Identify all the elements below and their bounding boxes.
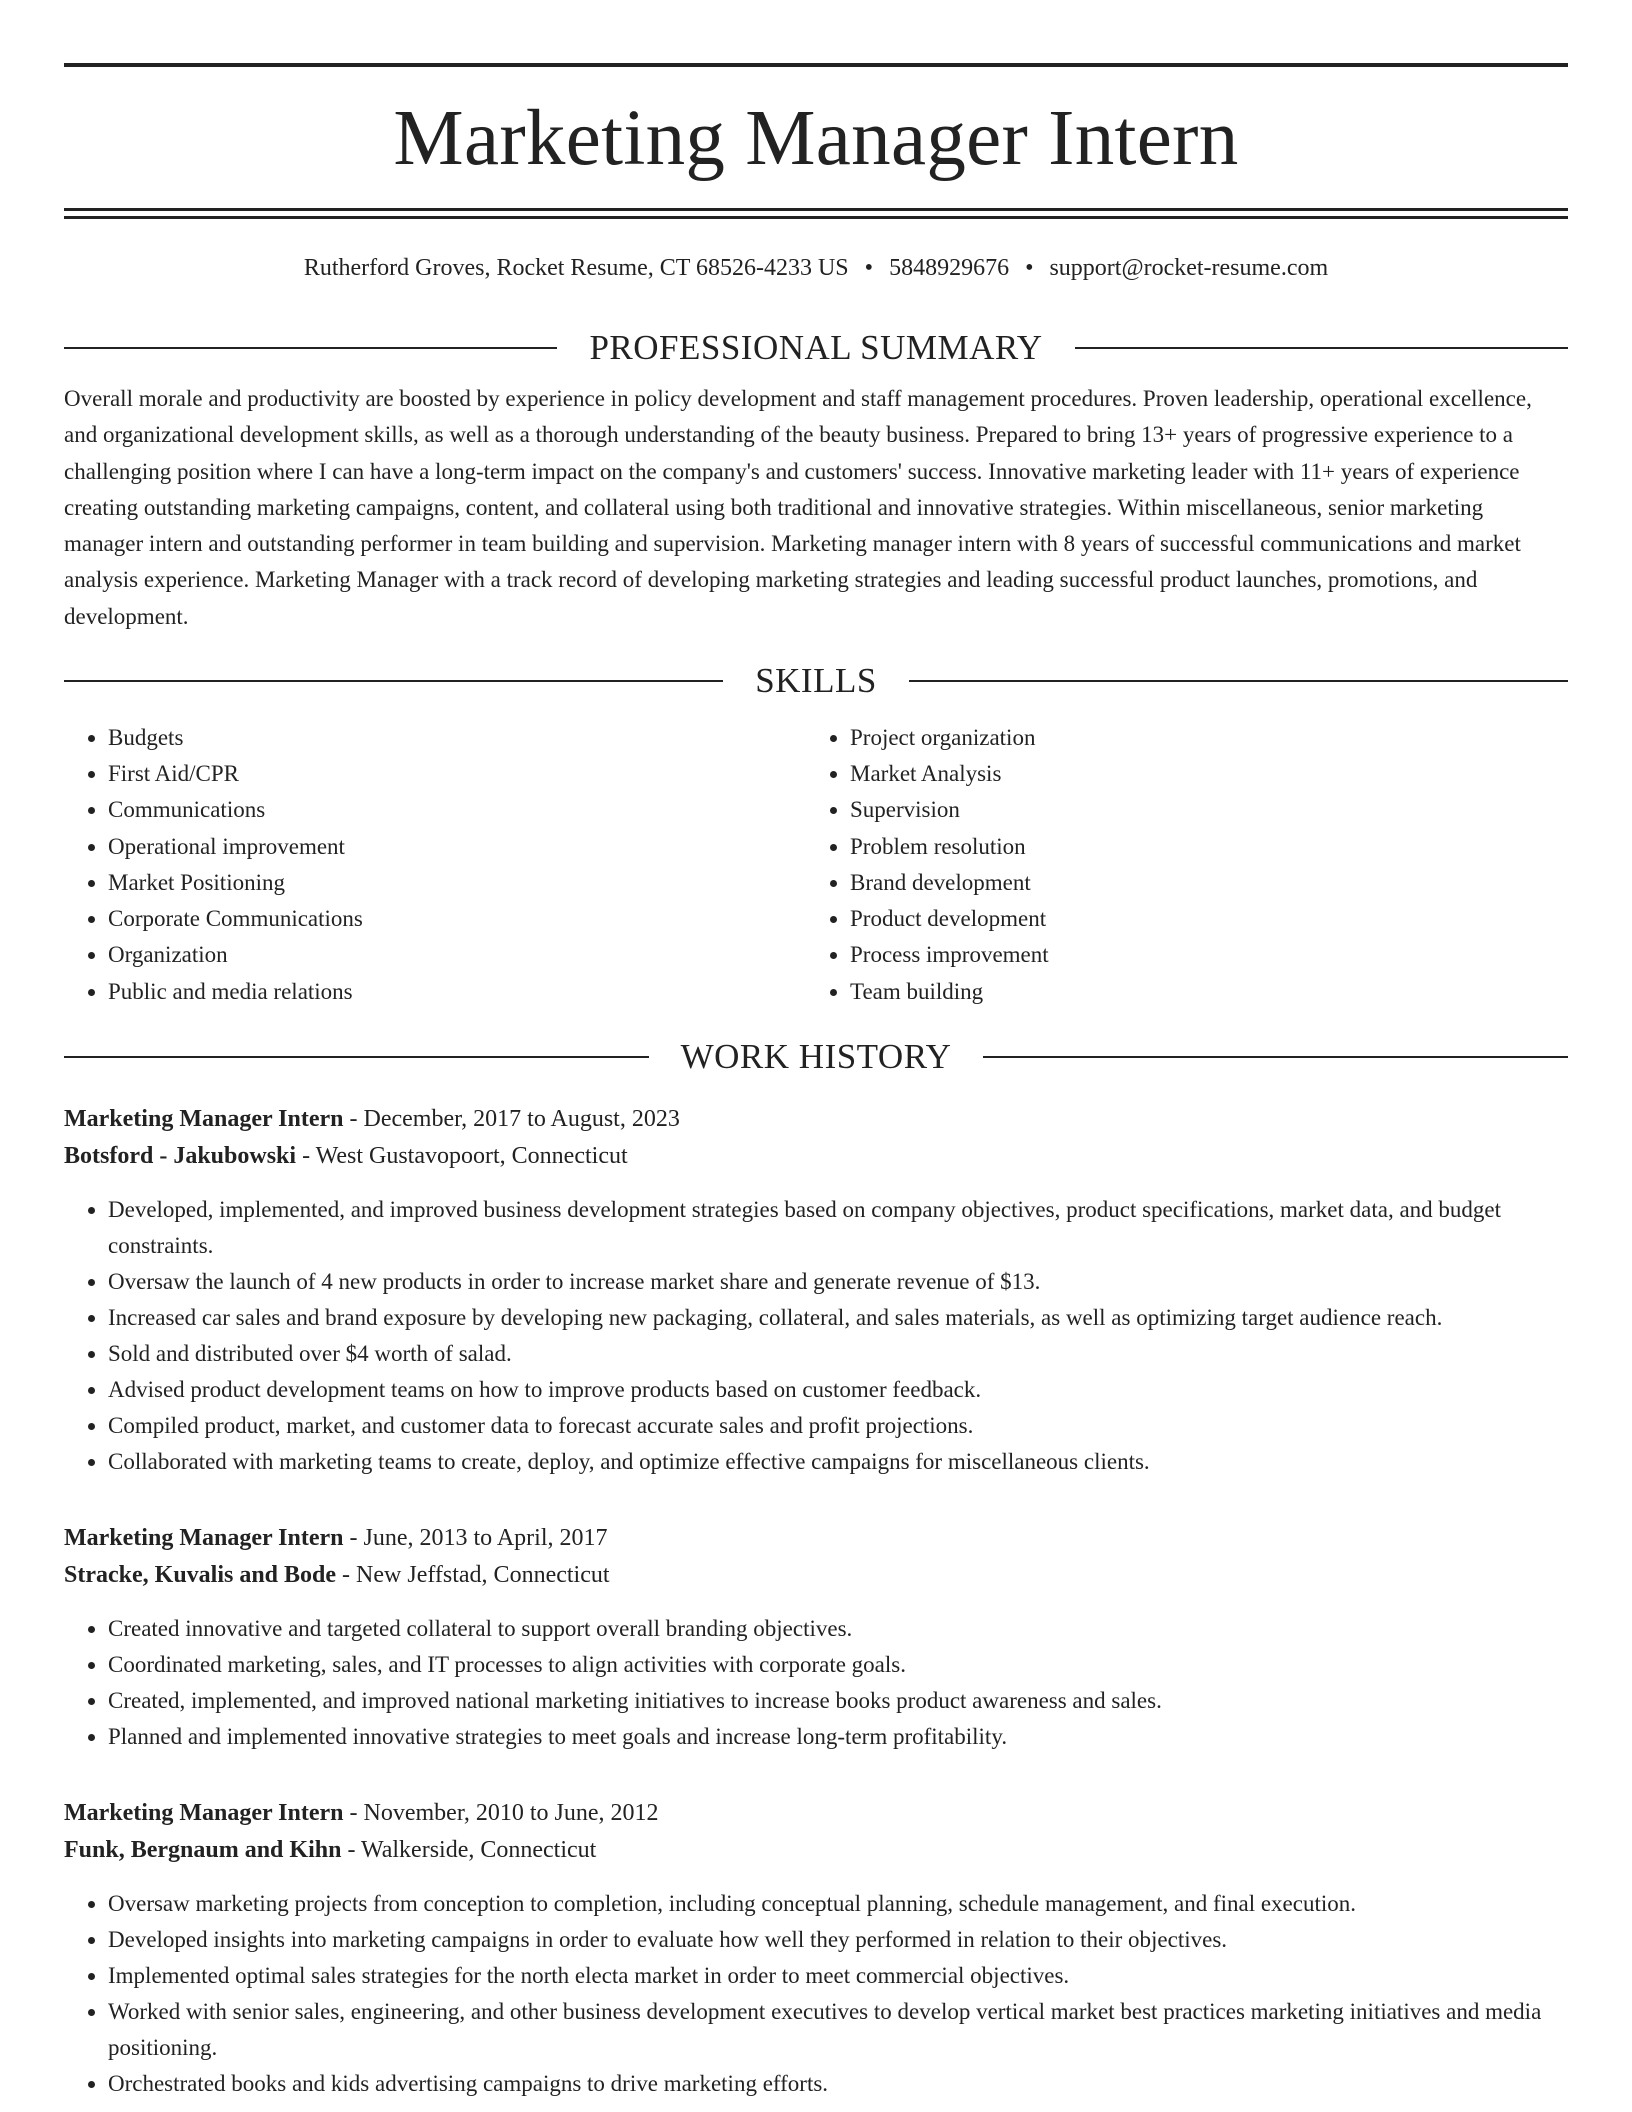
job-title-line bbox=[64, 1795, 1568, 1833]
skill-item: • Project organization bbox=[850, 720, 1568, 756]
contact-separator: • bbox=[864, 255, 874, 281]
section-heading-text: WORK HISTORY bbox=[680, 1036, 952, 1076]
job-company: Stracke, Kuvalis and Bode bbox=[64, 1562, 337, 1589]
job-bullet: • Implemented optimal sales strategies for the north electa market in order to meet commercial objectives. bbox=[108, 1958, 1568, 1994]
job-bullet: • Increased car sales and brand exposure by developing new packaging, collateral, and sales materials, as well as optimizing target audience reach. bbox=[108, 1300, 1568, 1336]
job-bullet: • Worked with senior sales, engineering, and other business development executives to develop vertical market best practices marketing initiatives and media positioning. bbox=[108, 1994, 1568, 2066]
skill-item: • Communications bbox=[108, 792, 806, 828]
skill-item: • Budgets bbox=[108, 720, 806, 756]
job-location: - West Gustavopoort, Connecticut bbox=[296, 1143, 628, 1170]
heading-rule bbox=[1075, 347, 1568, 349]
job-company-line bbox=[64, 1832, 1568, 1870]
job-role: Marketing Manager Intern bbox=[64, 1105, 344, 1132]
section-heading-work-history bbox=[64, 1037, 1568, 1077]
heading-rule bbox=[64, 1056, 649, 1058]
job-location: - New Jeffstad, Connecticut bbox=[336, 1562, 610, 1589]
job-bullet: • Planned and implemented innovative strategies to meet goals and increase long-term profitability. bbox=[108, 1719, 1568, 1755]
job-bullet: • Sold and distributed over $4 worth of salad. bbox=[108, 1336, 1568, 1372]
job-entry bbox=[64, 1795, 1568, 2102]
skill-item: • Market Analysis bbox=[850, 756, 1568, 792]
job-company: Botsford - Jakubowski bbox=[64, 1143, 297, 1170]
job-bullet: • Advised product development teams on how to improve products based on customer feedback. bbox=[108, 1372, 1568, 1408]
skill-item: • First Aid/CPR bbox=[108, 756, 806, 792]
section-heading-text: PROFESSIONAL SUMMARY bbox=[589, 328, 1043, 367]
job-title-line bbox=[64, 1520, 1568, 1558]
job-bullet: • Created innovative and targeted collateral to support overall branding objectives. bbox=[108, 1611, 1568, 1647]
job-bullet: • Oversaw marketing projects from conception to completion, including conceptual planning, schedule management, and final execution. bbox=[108, 1886, 1568, 1922]
skill-item: • Corporate Communications bbox=[108, 901, 806, 937]
heading-rule bbox=[983, 1056, 1568, 1058]
job-dates: - December, 2017 to August, 2023 bbox=[343, 1105, 680, 1132]
job-bullet: • Developed, implemented, and improved business development strategies based on company objectives, product specifications, market data, and budget constraints. bbox=[108, 1192, 1568, 1264]
job-role: Marketing Manager Intern bbox=[64, 1524, 344, 1551]
job-company-line bbox=[64, 1138, 1568, 1176]
job-bullet: • Oversaw the launch of 4 new products in order to increase market share and generate revenue of $13. bbox=[108, 1264, 1568, 1300]
job-bullet: • Developed insights into marketing campaigns in order to evaluate how well they performed in relation to their objectives. bbox=[108, 1922, 1568, 1958]
contact-address: Rutherford Groves, Rocket Resume, CT 68526-4233 US bbox=[303, 255, 849, 281]
job-dates: - June, 2013 to April, 2017 bbox=[343, 1524, 608, 1551]
skills-list-right bbox=[806, 720, 1568, 1010]
skill-item: • Team building bbox=[850, 974, 1568, 1010]
skill-item: • Problem resolution bbox=[850, 829, 1568, 865]
job-entry bbox=[64, 1101, 1568, 1480]
job-role: Marketing Manager Intern bbox=[64, 1799, 344, 1826]
heading-rule bbox=[64, 680, 723, 682]
summary-paragraph: Overall morale and productivity are boosted by experience in policy development and staff management procedures. Proven leadership, operational excellence, and organizational development skills, as well as a thorough understanding of the beauty business. Prepared to bring 13+ years of progressive experience to a challenging position where I can have a long-term impact on the company's and customers' success. Innovative marketing leader with 11+ years of experience creating outstanding marketing campaigns, content, and collateral using both traditional and innovative strategies. Within miscellaneous, senior marketing manager intern and outstanding performer in team building and supervision. Marketing manager intern with 8 years of successful communications and market analysis experience. Marketing Manager with a track record of developing marketing strategies and leading successful product launches, promotions, and development. bbox=[64, 386, 1532, 629]
contact-line bbox=[64, 253, 1568, 283]
skill-item: • Process improvement bbox=[850, 937, 1568, 973]
section-heading-skills bbox=[64, 661, 1568, 701]
job-bullet: • Created, implemented, and improved national marketing initiatives to increase books product awareness and sales. bbox=[108, 1683, 1568, 1719]
job-location: - Walkerside, Connecticut bbox=[341, 1837, 597, 1864]
job-bullet: • Compiled product, market, and customer data to forecast accurate sales and profit projections. bbox=[108, 1408, 1568, 1444]
skill-item: • Supervision bbox=[850, 792, 1568, 828]
skills-columns bbox=[64, 720, 1568, 1010]
job-bullets bbox=[64, 1611, 1568, 1755]
skill-item: • Brand development bbox=[850, 865, 1568, 901]
contact-phone: 5848929676 bbox=[889, 255, 1010, 281]
job-company: Funk, Bergnaum and Kihn bbox=[64, 1837, 342, 1864]
section-heading-summary bbox=[64, 328, 1568, 368]
skill-item: • Market Positioning bbox=[108, 865, 806, 901]
contact-separator: • bbox=[1025, 255, 1034, 281]
candidate-name: Marketing Manager Intern bbox=[393, 95, 1239, 182]
skill-item: • Operational improvement bbox=[108, 829, 806, 865]
heading-rule bbox=[909, 680, 1568, 682]
resume-page bbox=[64, 0, 1568, 2102]
heading-rule bbox=[64, 347, 557, 349]
section-heading-text: SKILLS bbox=[755, 661, 877, 701]
skill-item: • Organization bbox=[108, 937, 806, 973]
skill-item: • Product development bbox=[850, 901, 1568, 937]
job-bullet: • Collaborated with marketing teams to create, deploy, and optimize effective campaigns for miscellaneous clients. bbox=[108, 1444, 1568, 1480]
job-dates: - November, 2010 to June, 2012 bbox=[343, 1799, 659, 1826]
work-history-list bbox=[64, 1101, 1568, 2102]
job-company-line bbox=[64, 1557, 1568, 1595]
job-bullets bbox=[64, 1192, 1568, 1480]
job-entry bbox=[64, 1520, 1568, 1755]
contact-email: support@rocket-resume.com bbox=[1049, 255, 1329, 281]
job-title-line bbox=[64, 1101, 1568, 1139]
job-bullet: • Orchestrated books and kids advertising campaigns to drive marketing efforts. bbox=[108, 2066, 1568, 2102]
name-double-rule bbox=[64, 208, 1568, 219]
top-rule bbox=[64, 63, 1568, 67]
job-bullet: • Coordinated marketing, sales, and IT processes to align activities with corporate goals. bbox=[108, 1647, 1568, 1683]
skills-list-left bbox=[64, 720, 806, 1010]
job-bullets bbox=[64, 1886, 1568, 2102]
skill-item: • Public and media relations bbox=[108, 974, 806, 1010]
